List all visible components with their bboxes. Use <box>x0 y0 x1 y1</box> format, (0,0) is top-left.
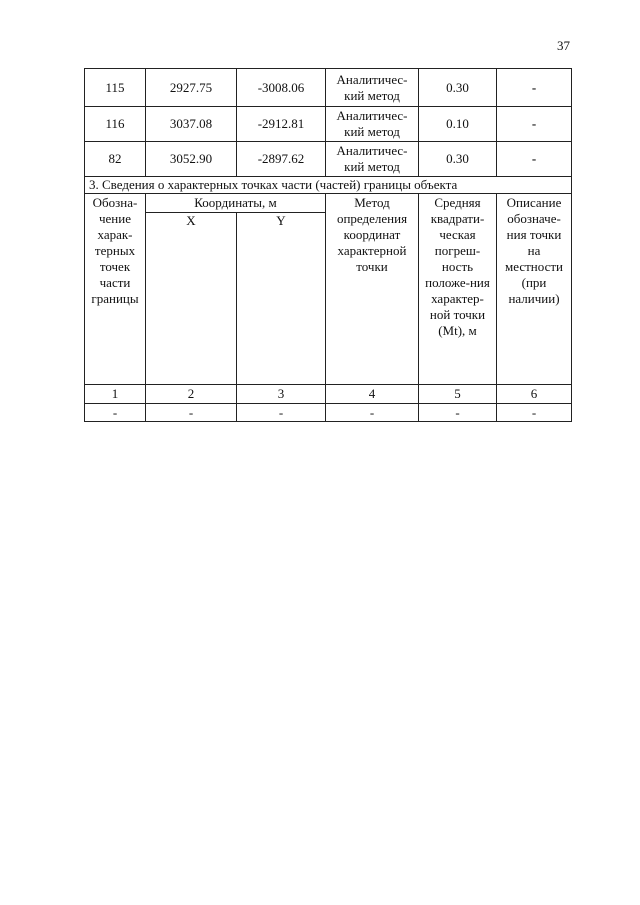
row-82-accuracy: 0.30 <box>446 151 469 166</box>
empty-cell: - <box>531 404 537 420</box>
header-y: Y <box>276 213 286 228</box>
row-116-y: -2912.81 <box>257 116 305 131</box>
row-115-description: - <box>531 79 537 95</box>
row-116-method: Аналитичес-кий метод <box>336 108 408 139</box>
section-title: 3. Сведения о характерных точках части (частей) границы объекта <box>89 177 458 192</box>
row-116-accuracy: 0.10 <box>446 116 469 131</box>
header-method: Метод определения координат характерной точки <box>336 195 408 274</box>
col-number: 1 <box>111 386 119 401</box>
header-x: X <box>186 213 196 228</box>
col-number: 4 <box>368 386 376 401</box>
row-115-method: Аналитичес-кий метод <box>336 71 408 103</box>
row-116-description: - <box>531 116 537 131</box>
empty-cell: - <box>369 404 375 420</box>
empty-cell: - <box>278 404 284 420</box>
empty-cell: - <box>112 404 118 420</box>
page-number: 37 <box>557 38 570 53</box>
col-number: 6 <box>530 386 538 401</box>
col-number: 2 <box>187 386 195 401</box>
row-115-y: -3008.06 <box>257 79 305 95</box>
header-point-designation: Обозна-чение харак-терных точек части границы <box>91 195 139 306</box>
row-115-point: 115 <box>105 79 125 95</box>
header-coordinates: Координаты, м <box>194 195 277 210</box>
row-82-method: Аналитичес-кий метод <box>336 143 408 174</box>
row-115-x: 2927.75 <box>169 79 213 95</box>
row-116-point: 116 <box>105 116 125 131</box>
empty-cell: - <box>455 404 460 420</box>
row-82-x: 3052.90 <box>169 151 213 166</box>
header-accuracy: Средняя квадрати-ческая погреш-ность положе-ния характер-ной точки (Mt), м <box>425 195 490 338</box>
header-description: Описание обозначе-ния точки на местности (при наличии) <box>505 195 563 306</box>
col-number: 3 <box>277 386 285 401</box>
row-115-accuracy: 0.30 <box>446 79 469 95</box>
col-number: 5 <box>454 386 461 401</box>
row-82-y: -2897.62 <box>257 151 305 166</box>
row-82-point: 82 <box>108 151 122 166</box>
row-82-description: - <box>531 151 537 166</box>
row-116-x: 3037.08 <box>169 116 213 131</box>
empty-cell: - <box>188 404 194 420</box>
